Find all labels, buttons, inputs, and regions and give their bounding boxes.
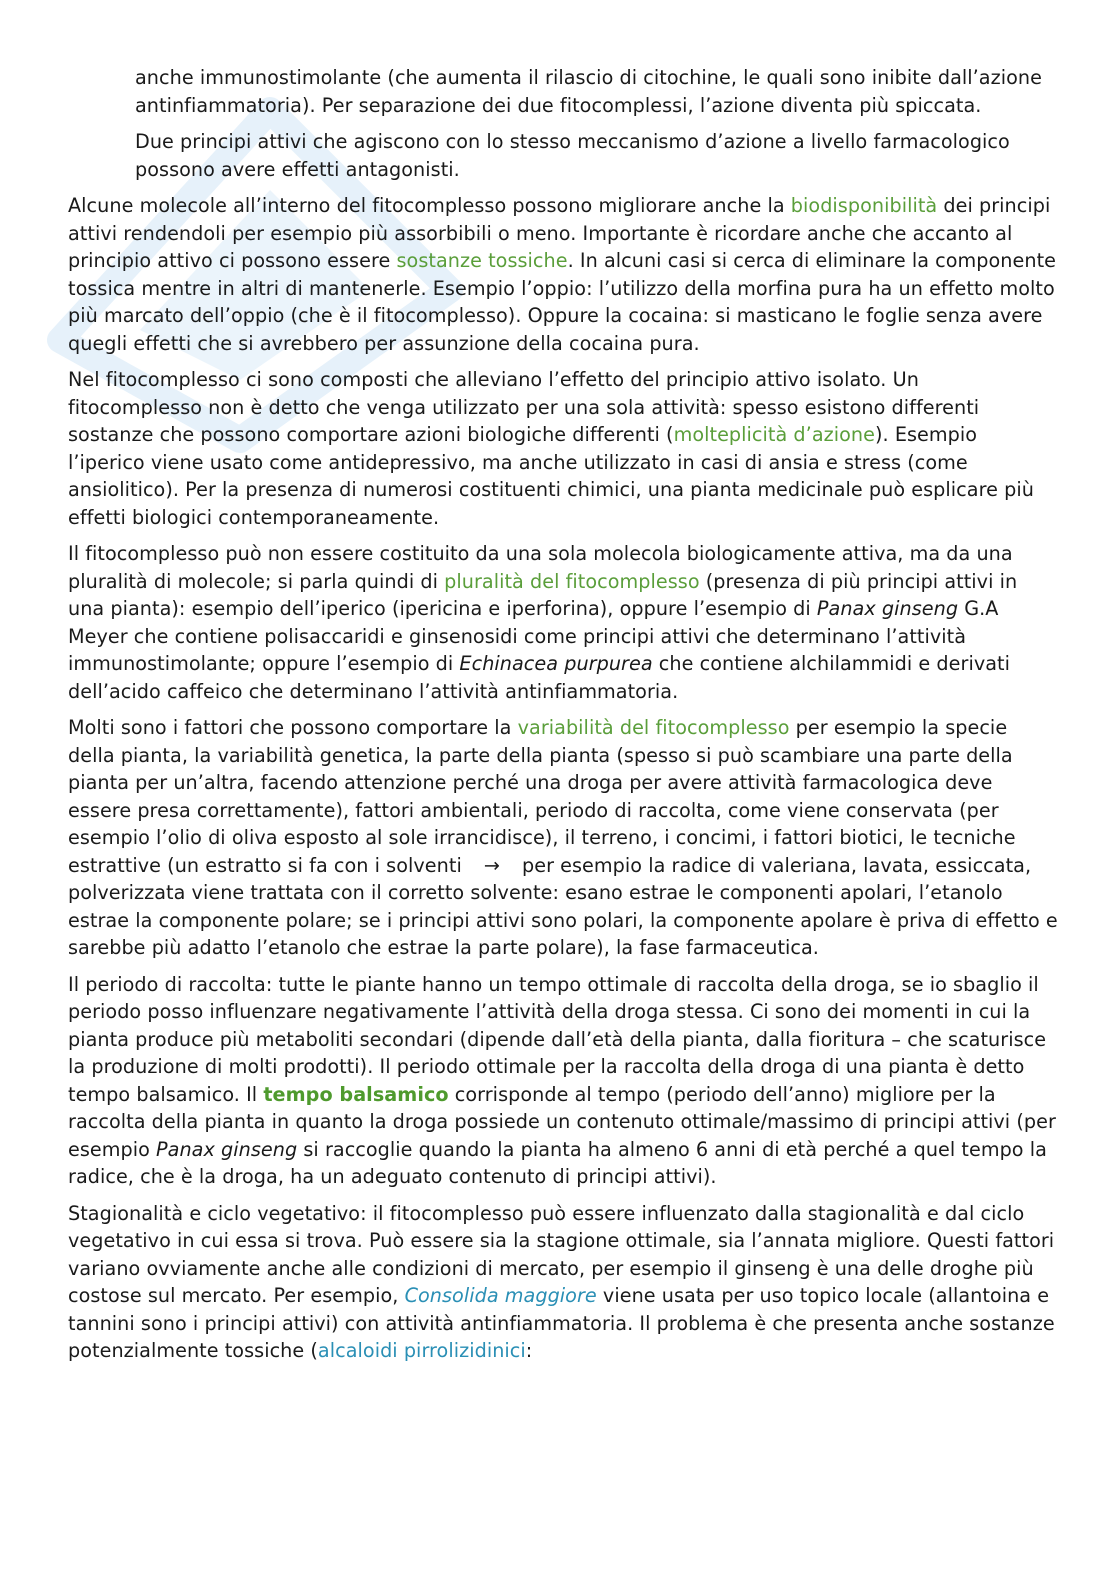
paragraph bbox=[68, 971, 1058, 1191]
text-run: si raccoglie quando la pianta ha almeno 6 anni di età perché a quel tempo la radice, che è la droga, ha un adeguato contenuto di principi attivi). bbox=[68, 1137, 1047, 1188]
text-run: per esempio la radice di valeriana, lavata, essiccata, polverizzata viene trattata con il corretto solvente: esano estrae le componenti apolari, l’etanolo estrae la componente polare; se i principi attivi sono polari, la componente apolare è priva di effetto e sarebbe più adatto l’etanolo che estrae la parte polare), la fase farmaceutica. bbox=[68, 853, 1058, 959]
document-body bbox=[68, 64, 1058, 1374]
text-run: anche immunostimolante (che aumenta il rilascio di citochine, le quali sono inibite dall’azione antinfiammatoria). Per separazione dei due fitocomplessi, l’azione diventa più spiccata. bbox=[135, 66, 1042, 117]
text-run: Nel fitocomplesso ci sono composti che alleviano l’effetto del principio attivo isolato. Un fitocomplesso non è detto che venga utilizzato per una sola attività: spesso esistono differenti sostanze che possono comportare azioni biologiche differenti ( bbox=[68, 368, 980, 446]
text-run: . In alcuni casi si cerca di eliminare la componente tossica mentre in altri di mantenerle. Esempio l’oppio: l’utilizzo della morfina pura ha un effetto molto più marcato dell’oppio (che è il fitocomplesso). Oppure la cocaina: si masticano le foglie senza avere quegli effetti che si avrebbero per assunzione della cocaina pura. bbox=[68, 249, 1057, 355]
text-run: : bbox=[525, 1339, 533, 1362]
text-run: (presenza di più principi attivi in una pianta): esempio dell’iperico (ipericina e iperforina), oppure l’esempio di bbox=[68, 569, 1018, 620]
paragraph bbox=[68, 714, 1058, 962]
text-run: viene usata per uso topico locale (allantoina e tannini sono i principi attivi) con attività antinfiammatoria. Il problema è che presenta anche sostanze potenzialmente tossiche ( bbox=[68, 1284, 1055, 1362]
species-name-highlighted: Consolida maggiore bbox=[404, 1284, 597, 1307]
text-run: corrisponde al tempo (periodo dell’anno) migliore per la raccolta della pianta in quanto la droga possiede un contenuto ottimale/massimo di principi attivi (per esempio bbox=[68, 1082, 1056, 1161]
paragraph bbox=[68, 540, 1058, 705]
highlighted-term: variabilità del fitocomplesso bbox=[517, 716, 790, 739]
text-run: Molti sono i fattori che possono comportare la bbox=[68, 716, 518, 739]
species-name: Echinacea purpurea bbox=[459, 652, 653, 675]
text-run: Il fitocomplesso può non essere costituito da una sola molecola biologicamente attiva, ma da una pluralità di molecole; si parla quindi di bbox=[68, 542, 1013, 593]
text-run: per esempio la specie della pianta, la variabilità genetica, la parte della pianta (spesso si può scambiare una parte della pianta per un’altra, facendo attenzione perché una droga per avere attività farmacologica deve essere presa correttamente), fattori ambientali, periodo di raccolta, come viene conservata (per esempio l’olio di oliva esposto al sole irrancidisce), il terreno, i concimi, i fattori biotici, le tecniche estrattive (un estratto si fa con i solventi bbox=[68, 716, 1016, 877]
text-run: G.A Meyer che contiene polisaccaridi e ginsenosidi come principi attivi che determinano l’attività immunostimolante; oppure l’esempio di bbox=[68, 597, 999, 675]
paragraph bbox=[68, 366, 1058, 531]
text-run: dei principi attivi rendendoli per esempio più assorbibili o meno. Importante è ricordare anche che accanto al principio attivo ci possono essere bbox=[68, 194, 1051, 272]
text-run: Alcune molecole all’interno del fitocomplesso possono migliorare anche la bbox=[68, 194, 791, 217]
text-run: ). Esempio l’iperico viene usato come antidepressivo, ma anche utilizzato in casi di ansia e stress (come ansiolitico). Per la presenza di numerosi costituenti chimici, una pianta medicinale può esplicare più effetti biologici contemporaneamente. bbox=[68, 423, 1034, 529]
text-run: Due principi attivi che agiscono con lo stesso meccanismo d’azione a livello farmacologico possono avere effetti antagonisti. bbox=[135, 130, 1010, 181]
highlighted-term: biodisponibilità bbox=[790, 194, 938, 217]
highlighted-term: sostanze tossiche bbox=[396, 249, 568, 272]
paragraph bbox=[68, 192, 1058, 357]
highlighted-term: molteplicità d’azione bbox=[673, 423, 875, 446]
highlighted-term-bold: tempo balsamico bbox=[263, 1082, 449, 1106]
text-run: Stagionalità e ciclo vegetativo: il fitocomplesso può essere influenzato dalla stagionalità e dal ciclo vegetativo in cui essa si trova. Può essere sia la stagione ottimale, sia l’annata migliore. Questi fattori variano ovviamente anche alle condizioni di mercato, per esempio il ginseng è una delle droghe più costose sul mercato. Per esempio, bbox=[68, 1201, 1055, 1307]
paragraph bbox=[135, 128, 1058, 183]
text-run: Il periodo di raccolta: tutte le piante hanno un tempo ottimale di raccolta della droga, se io sbaglio il periodo posso influenzare negativamente l’attività della droga stessa. Ci sono dei momenti in cui la pianta produce più metaboliti secondari (dipende dall’età della pianta, dalla fioritura – che scaturisce la produzione di molti prodotti). Il periodo ottimale per la raccolta della droga di una pianta è detto tempo balsamico. Il bbox=[68, 972, 1047, 1106]
species-name: Panax ginseng bbox=[816, 597, 959, 620]
highlighted-term: alcaloidi pirrolizidinici bbox=[317, 1339, 526, 1362]
arrow-icon: → bbox=[483, 853, 500, 877]
text-run: che contiene alchilammidi e derivati dell’acido caffeico che determinano l’attività antinfiammatoria. bbox=[68, 652, 1010, 703]
paragraph bbox=[135, 64, 1058, 119]
highlighted-term: pluralità del fitocomplesso bbox=[444, 569, 700, 593]
paragraph bbox=[68, 1200, 1058, 1365]
species-name: Panax ginseng bbox=[156, 1137, 298, 1161]
